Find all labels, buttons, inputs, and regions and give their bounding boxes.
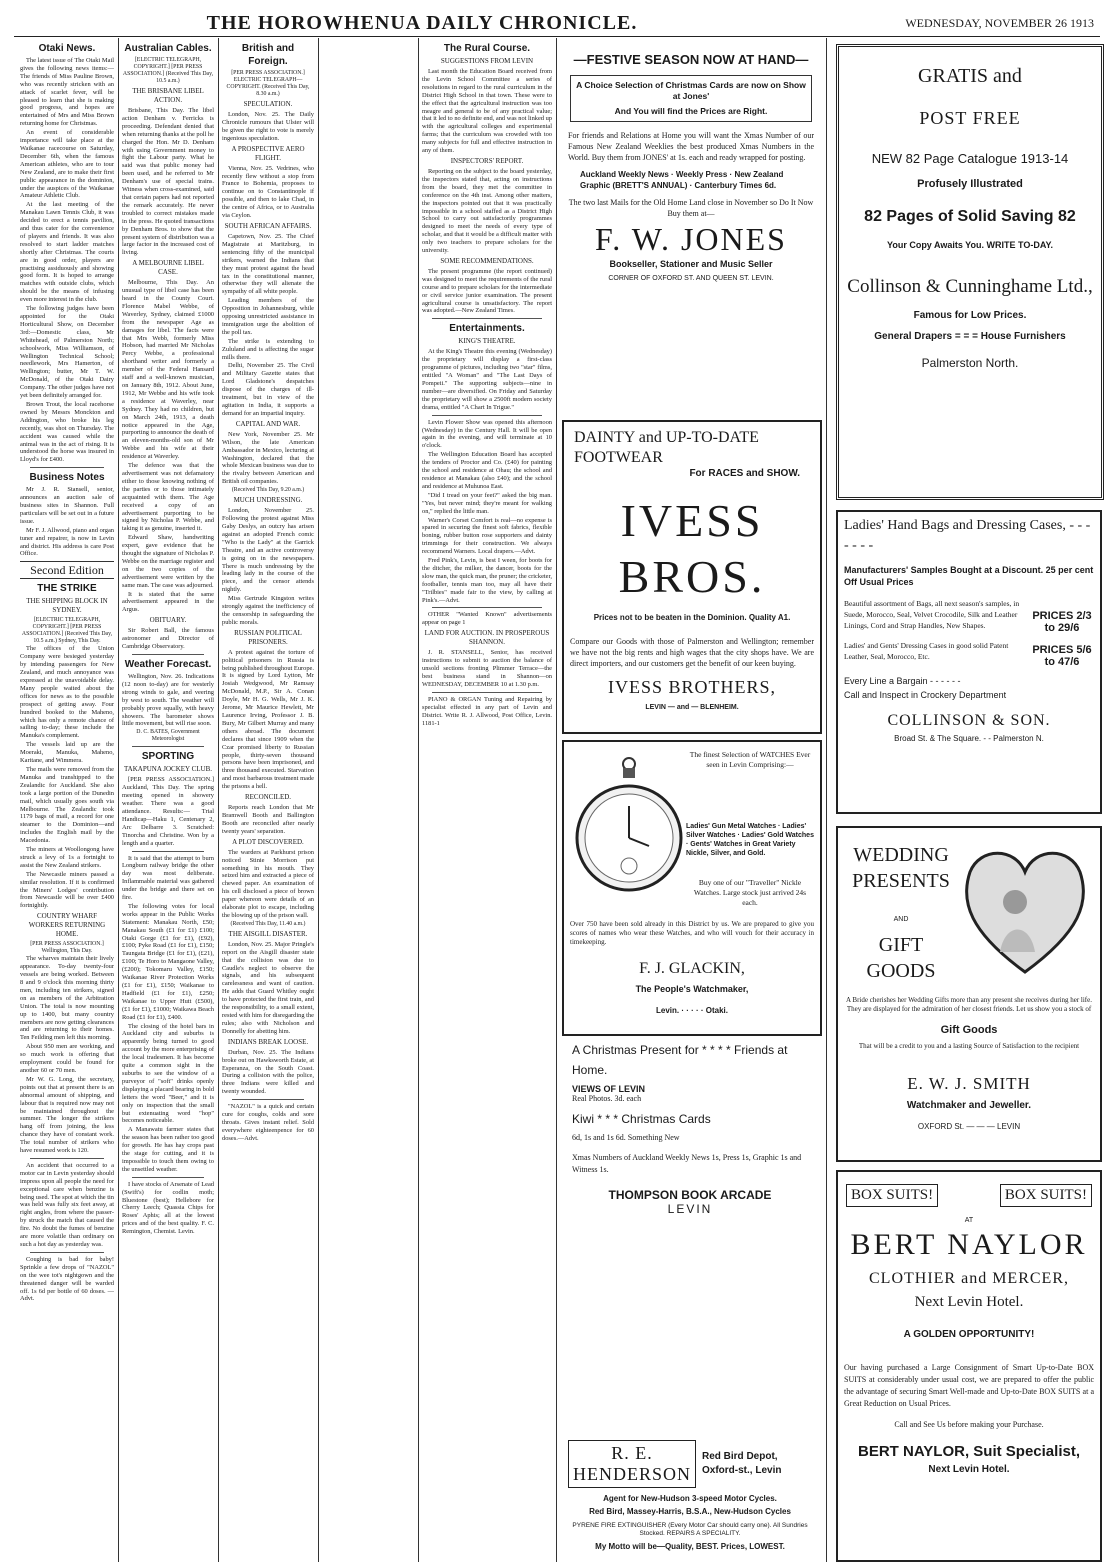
advert-line: Prices not to be beaten in the Dominion. Quality A1. bbox=[593, 613, 791, 622]
column-divider bbox=[418, 38, 419, 1562]
article-paragraph: [PER PRESS ASSOCIATION.] Auckland, This Day. The spring meeting opened in showery weather. There was a good attendance. Results:— Trial Handicap—Haku 1, Centenary 2, Arc Delbarre 3. Scratched: Tinorcha and Christine. Won by a length and a quarter. bbox=[122, 776, 214, 847]
dateline: [ELECTRIC TELEGRAPH, COPYRIGHT.] [PER PRESS ASSOCIATION.] (Received This Day, 10.5 a.m.) Sydney, This Day. bbox=[21, 617, 113, 645]
advert-line: Next Levin Hotel. bbox=[914, 1294, 1024, 1310]
thompson-advert bbox=[562, 1040, 818, 1280]
article-paragraph: Brown Trout, the local racehorse owned by Messrs Monckton and Addington, who broke his leg recently, was shot on Thursday. The accident was caused while the animal was in the act of rising. It is understood the horse was insured in Lloyd's for £400. bbox=[20, 400, 114, 464]
article-paragraph: The latest issue of The Otaki Mail gives the following news items:— The friends of Miss Pauline Brown, who was recently stricken with an attack of scarlet fever, will be pleased to learn that she is making good progress, and hopes are entertained of Mrs and Miss Brown returning home for Christmas. bbox=[20, 57, 114, 128]
advert-text: I have stocks of Arsenate of Lead (Swift's) for codlin moth; Bluestone (best); Hellebore for Cherry Leech; Quassia Chips for Roses' Aphis; all at the lowest prices and of the best quality. F. C. Remington, Chemist. Levin. bbox=[122, 1180, 214, 1236]
advert-line: The finest Selection of WATCHES Ever seen in Levin Comprising:— bbox=[689, 750, 811, 769]
subheading: COUNTRY WHARF WORKERS RETURNING HOME. bbox=[28, 912, 106, 939]
subheading: INSPECTORS' REPORT. bbox=[450, 156, 524, 165]
advert-list: Ladies' Gun Metal Watches · Ladies' Silver Watches · Ladies' Gold Watches · Gents' Watches in Great Variety Nickle, Silver, and Gold. bbox=[686, 823, 814, 857]
article-paragraph: At the King's Theatre this evening (Wednesday) the proprietary will display a first-class programme of pictures, including two "star" films, entitled "A Woman" and "The Last Days of Pompeii." The supporting subjects—nine in number—are diversified. On Friday and Saturday the proprietary will show a 2500ft modern society drama, entitled "A Chart In Trigue." bbox=[422, 348, 552, 411]
advert-line: VIEWS OF LEVIN bbox=[572, 1084, 646, 1094]
naylor-advert bbox=[836, 1170, 1102, 1562]
notice-text: J. R. STANSELL, Senior, has received instructions to submit to auction the balance of unsold sections fronting Plimmer Terrace—the best business stand in Shannon—on WEDNESDAY, DECEMBER 10 at 1.30 p.m. bbox=[422, 649, 552, 688]
advert-line: And You will find the Prices are Right. bbox=[614, 106, 768, 116]
advert-line: 82 Pages of Solid Saving 82 bbox=[864, 208, 1076, 225]
article-paragraph: The vessels laid up are the Moeraki, Manuka, Maheno, Karitane, and Wimmera. bbox=[20, 741, 114, 765]
advert-line: General Drapers = = = House Furnishers bbox=[874, 331, 1066, 342]
advert-text: "NAZOL" is a quick and certain cure for coughs, colds and sore throats. Gives instant relief. Sold everywhere eighteenpence for 60 doses.—Advt. bbox=[222, 1103, 314, 1142]
advert-headline: A Christmas Present for * * * * Friends at Home. bbox=[572, 1043, 788, 1077]
dateline: [PER PRESS ASSOCIATION.] ELECTRIC TELEGRAPH—COPYRIGHT. (Received This Day, 8.30 a.m.) bbox=[226, 70, 310, 97]
article-paragraph: A Manawatu farmer states that the season has been rather too good for growth. He has hay crops past the stage for cutting, and it is impossible to touch them owing to the unsettled weather. bbox=[122, 1126, 214, 1173]
column-otaki-news bbox=[20, 40, 114, 1560]
advert-name: THOMPSON BOOK ARCADE bbox=[608, 1188, 772, 1202]
notice-text: PIANO & ORGAN Tuning and Repairing by specialist effected in any part of Levin and District. Write R. J. Allwood, Post Office, Levin. 1181-1 bbox=[422, 695, 552, 727]
divider bbox=[30, 1158, 104, 1159]
subheading: THE BRISBANE LIBEL ACTION. bbox=[132, 87, 204, 104]
advert-banner: —FESTIVE SEASON NOW AT HAND— bbox=[573, 52, 809, 67]
article-paragraph: The mails were removed from the Manuka and transhipped to the Zealandic for Auckland. She also took a large portion of the Dunedin mail, which usually goes south via Melbourne. The Zealandic took 1179 bags of mail, a record for one steamer to the Dominion—and includes the English mail by the Macedonia. bbox=[20, 765, 114, 845]
article-paragraph: New York, November 25. Mr Wilson, the late American Ambassador in Mexico, lecturing at Washington, declared that the whole Mexican business was due to the rivalry between American and British oil companies. bbox=[222, 430, 314, 486]
article-paragraph: The miners at Woollongong have struck a levy of 1s a fortnight to assist the New Zealand strikers. bbox=[20, 846, 114, 869]
column-british-foreign bbox=[222, 40, 314, 1560]
article-paragraph: "Did I tread on your feet?" asked the big man. "Yes, but never mind; they're meant for walking on," replied the little man. bbox=[422, 491, 552, 515]
advert-headline: Kiwi * * * Christmas Cards bbox=[572, 1112, 711, 1126]
article-paragraph: London, November 25. Following the protest against Miss Gaby Deslys, an outcry has arisen against an adopted French comic "Who is the Lady" at the Garrick Theatre, and an active controversy is going on in the newspapers. There is much undressing by the leading lady in the course of the piece, and the censor attends nightly. bbox=[222, 507, 314, 594]
advert-line: Every Line a Bargain - - - - - - bbox=[844, 676, 961, 686]
divider bbox=[432, 415, 542, 416]
advert-line: OXFORD St. — — — LEVIN bbox=[917, 1122, 1021, 1131]
divider bbox=[132, 654, 204, 655]
advert-name: BERT NAYLOR, Suit Specialist, bbox=[858, 1443, 1080, 1460]
heading: Business Notes bbox=[29, 472, 105, 484]
column-divider bbox=[218, 38, 219, 1562]
advert-row bbox=[838, 634, 1100, 668]
article-paragraph: Reports reach London that Mr Bramwell Booth and Ballington Booth are reconciled after nearly twenty years' separation. bbox=[222, 804, 314, 835]
article-paragraph: Mr W. G. Long, the secretary, points out that at present there is an abnormal amount of shipping, and labour that is required now may not be maintained throughout the summer. The longer the strikers hang off from joining, the less chance they have of constant work. The total number of strikers who have resumed work is 120. bbox=[20, 1075, 114, 1155]
advert-line: Manufacturers' Samples Bought at a Discount. 25 per cent Off Usual Prices bbox=[844, 565, 1094, 587]
advert-headline: WEDDING PRESENTS bbox=[852, 844, 950, 892]
advert-name: R. E. HENDERSON bbox=[568, 1440, 696, 1488]
article-paragraph: The Wellington Education Board has accepted the tenders of Proctor and Co. (£40) for painting the school and residence at Ohau; the school and residence at Manakau (also £40); and the school and residence at Muhunoa East. bbox=[422, 451, 552, 490]
advert-headline: POST FREE bbox=[919, 108, 1021, 128]
article-paragraph: An event of considerable importance will take place at the Waikanae racecourse on Saturday, December 6th, when the famous American athletes, who are to tour New Zealand, are to make their first public appearance in the dominion, under the auspices of the Waikanae Amateur Athletic Club. bbox=[20, 129, 114, 200]
article-paragraph: Melbourne, This Day. An unusual type of libel case has been heard in the County Court. Florence Mabel Webbe, of Waverley, Sydney, claimed £1000 from the newspaper Age as damages for libel. The facts were that Mrs Webb, formerly Miss Hobson, had married Mr Nicholas Percy Webbe, a professional shorthand writer and formerly a member of the Federal Hansard staff and a well-known musician, on January 8th, 1912. About June, 1912, Mr Webbe and his wife took a residence at Waverley, near Sydney. They had no children, but on March 24th, 1913, a death notice appeared in the Age, purporting to announce the death of an eleven-months-old son of Mr Webbe and his wife at their residence at Waverley. bbox=[122, 279, 214, 461]
advert-line: Call and See Us before making your Purchase. bbox=[894, 1420, 1044, 1429]
article-paragraph: The Newcastle miners passed a similar resolution. If it is confirmed the Miners' Lodges' contribution from Newcastle will be over £400 fortnightly. bbox=[20, 870, 114, 910]
collinson-cunninghame-advert bbox=[836, 44, 1104, 500]
advert-headline: GIFT GOODS bbox=[866, 934, 936, 982]
glackin-advert bbox=[562, 740, 822, 1036]
advert-line: Palmerston North. bbox=[921, 356, 1019, 370]
heading: Australian Cables. bbox=[124, 43, 212, 54]
advert-line: CLOTHIER and MERCER, bbox=[869, 1270, 1069, 1287]
column-rural-course bbox=[422, 40, 552, 1560]
article-paragraph: At the last meeting of the Manakau Lawn Tennis Club, it was decided to erect a tennis pavilion, and thus cater for the convenience of players and friends. It was also resolved to start ladder matches shortly after Christmas. The courts are in good order, players are practising assiduously and showing good form. It is hoped to arrange matches with outside clubs, which should be the means of infusing even more interest in the club. bbox=[20, 201, 114, 304]
advert-header bbox=[838, 1172, 1100, 1207]
advert-line: Agent for New-Hudson 3-speed Motor Cycles. bbox=[603, 1494, 777, 1503]
advert-line: Bookseller, Stationer and Music Seller bbox=[609, 259, 773, 269]
divider bbox=[432, 318, 542, 319]
advert-text: Ladies' and Gents' Dressing Cases in good solid Patent Leather, Seal, Morocco, Etc. bbox=[844, 641, 1009, 661]
advert-name: F. J. GLACKIN, bbox=[639, 960, 745, 977]
advert-line: Next Levin Hotel. bbox=[928, 1464, 1010, 1475]
advert-list: Auckland Weekly News · Weekly Press · New Zealand Graphic (BRETT'S ANNUAL) · Canterbury Times 6d. bbox=[580, 170, 784, 190]
advert-name: F. W. JONES bbox=[595, 221, 787, 257]
divider bbox=[132, 851, 204, 852]
heading: THE STRIKE bbox=[37, 583, 97, 595]
masthead-rule bbox=[14, 36, 1100, 37]
article-paragraph: It is said that the attempt to burn Longburn railway bridge the other day was most deliberate. Inflammable material was gathered under the bridge and there set on fire. bbox=[122, 854, 214, 902]
article-paragraph: The following judges have been appointed for the Otaki Horticultural Show, on December 3rd:—Domestic class, Mr Whitehead, of Palmerston North; schoolwork, Miss Williamson, of Wellington Technical School; needlework, Mrs Hamerton, of Wellington; butter, Mr T. W. McDonald, of the Otaki Dairy Company. The other judges have not yet been definitely arranged for. bbox=[20, 305, 114, 400]
advert-name: BERT NAYLOR bbox=[850, 1228, 1088, 1261]
advert-line: A GOLDEN OPPORTUNITY! bbox=[903, 1329, 1035, 1340]
article-paragraph: The offices of the Union Company were besieged yesterday by intending passengers for New Zealand, and much annoyance was expressed at the unavoidable delay. Many people waited about the offices for news as to the possible prospect of getting away. Four hundred booked to the Maheno, which has only a remote chance of sailing to-day; these include the Manuka's complement. bbox=[20, 645, 114, 740]
advert-name: E. W. J. SMITH bbox=[907, 1074, 1031, 1093]
subheading: RECONCILED. bbox=[244, 793, 292, 802]
advert-text: Our having purchased a Large Consignment of Smart Up-to-Date BOX SUITS at considerably under usual cost, we are prepared to offer the public the advantage of securing Smart Well-made and Up-to-Date BOX SUITS at a Great Reduction on Usual Prices. bbox=[844, 1363, 1094, 1408]
article-paragraph: Capetown, Nov. 25. The Chief Magistrate at Maritzburg, in sentencing fifty of the municipal strikers, warned the Indians that they must protest against the head tax in the constitutional manner, otherwise they will alienate the sympathy of all white people. bbox=[222, 232, 314, 296]
notice-text: OTHER "Wanted Known" advertisements appear on page 1 bbox=[422, 611, 552, 627]
subheading: SOUTH AFRICAN AFFAIRS. bbox=[224, 221, 312, 230]
smith-advert bbox=[836, 826, 1102, 1162]
subheading: A PLOT DISCOVERED. bbox=[232, 837, 304, 846]
subheading: SPECULATION. bbox=[243, 100, 293, 108]
advert-text: For friends and Relations at Home you will want the Xmas Number of our Famous New Zealand Weeklies the best produced Xmas Numbers in the World. Buy them from JONES' at 1s. each and ready wrapped for posting. bbox=[568, 131, 814, 162]
article-paragraph: An accident that occurred to a motor car in Levin yesterday should impress upon all people the need for exceptional care when benzine is being used. The spot at which the tin was held was fully six feet away, at right angles, from where the passer-by struck the match that caused the fire. No doubt the fumes of benzine are more volatile than ordinary on such a hot day as yesterday was. bbox=[20, 1161, 114, 1248]
advert-headline: GRATIS and bbox=[918, 65, 1022, 87]
advert-headline: DAINTY and UP-TO-DATE FOOTWEAR bbox=[574, 429, 759, 466]
advert-name: Collinson & Cunninghame Ltd., bbox=[847, 276, 1093, 297]
heading: The Rural Course. bbox=[443, 43, 531, 54]
advert-row bbox=[838, 592, 1100, 634]
section-heading: Second Edition bbox=[20, 561, 114, 579]
article-paragraph: The defence was that the advertisement was not defamatory either to those knowing nothing of the parties or to those intimately acquainted with them. The Age received a copy of an advertisement purporting to be signed by Nicholas P. Webbe, and taking it as genuine, inserted it. bbox=[122, 462, 214, 533]
divider bbox=[132, 1177, 204, 1178]
column-divider bbox=[318, 38, 319, 1562]
advert-box bbox=[570, 75, 812, 122]
advert-line: Buy one of our "Traveller" Nickle Watches. Large stock just arrived 24s each. bbox=[693, 878, 807, 907]
heading: Otaki News. bbox=[38, 43, 96, 54]
article-paragraph: The present programme (the report continued) was designed to meet the requirements of the rural course and to prepare scholars for the intermediate or civil service junior examination. The present agricultural course is unsatisfactory. The report was adopted.—New Zealand Times. bbox=[422, 267, 552, 315]
subheading: A MELBOURNE LIBEL CASE. bbox=[132, 259, 204, 277]
advert-headline: BOX SUITS! bbox=[846, 1184, 938, 1207]
heading: SPORTING bbox=[141, 751, 195, 763]
article-paragraph: Levin Flower Show was opened this afternoon (Wednesday) in the Century Hall. It will be open again in the evening, and will terminate at 10 o'clock. bbox=[422, 418, 552, 450]
article-paragraph: It is stated that the same advertisement appeared in the Argus. bbox=[122, 590, 214, 614]
advert-line: AT bbox=[964, 1217, 974, 1224]
article-paragraph: Durban, Nov. 25. The Indians broke out on Hawksworth Estate, at Esperanza, on the South Coast. During a collision with the police, three Indians were killed and twenty wounded. bbox=[222, 1048, 314, 1096]
article-paragraph: London, Nov. 25. The Daily Chronicle rumours that Ulster will be given the right to vote is merely ingenious speculation. bbox=[222, 111, 314, 142]
article-paragraph: Mr F. J. Allwood, piano and organ tuner and repairer, is now in Levin and district. His address is care Post Office. bbox=[20, 526, 114, 558]
dateline: (Received This Day, 11.40 a.m.) bbox=[230, 920, 306, 927]
divider bbox=[30, 1252, 104, 1253]
subheading: CAPITAL AND WAR. bbox=[235, 419, 301, 428]
article-paragraph: A protest against the torture of political prisoners in Russia is being published throughout Europe. It is signed by Lord Lytton, Mr Josiah Wedgwood, Mr Ramsay McDonald, M.P., Sir A. Conan Doyle, Mr H. G. Wells, Mr J. K. Jerome, Mr Maurice Hewlett, Mr Laurence Irving, Professor J. B. Bury, Mr Gilbert Murray and many others abroad. The document declares that since 1909 when the Czar promised liberty to Russian people, thirty-seven thousand persons have been imprisoned, and three thousand executed. Starvation and most barbarous treatment made the prisons a hell. bbox=[222, 648, 314, 791]
article-paragraph: Reporting on the subject to the board yesterday, the inspectors stated that, acting on instructions from the board, they met the committee in conference on the 4th inst. Among other matters, the inspectors pointed out that it was practically impossible in a school staffed as a District High School to carry out satisfactorily programmes designed to meet the needs of every type of scholar, and that it would be a difficult matter with only two teachers to prepare scholars for the university. bbox=[422, 167, 552, 255]
advert-text: That will be a credit to you and a lasting Source of Satisfaction to the recipient bbox=[858, 1042, 1080, 1050]
article-paragraph: Wellington, Nov. 26. Indications (12 noon to-day) are for westerly strong winds to gale, and veering by west to south. The weather will probably prove squally, with heavy showers. The barometer shows little movement, but will rise soon. bbox=[122, 673, 214, 728]
advert-line: CORNER OF OXFORD ST. AND QUEEN ST. LEVIN. bbox=[608, 275, 774, 282]
jones-advert bbox=[562, 44, 820, 376]
advert-line: Broad St. & The Square. - - Palmerston N. bbox=[894, 734, 1044, 743]
collinson-son-advert bbox=[836, 510, 1102, 814]
advert-line: Call and Inspect in Crockery Department bbox=[844, 690, 1007, 700]
advert-text: The two last Mails for the Old Home Land close in November so Do It Now Buy them at— bbox=[568, 198, 814, 218]
pocket-watch-icon bbox=[574, 756, 684, 906]
advert-line: LEVIN bbox=[667, 1202, 713, 1216]
subheading: RUSSIAN POLITICAL PRISONERS. bbox=[234, 628, 302, 646]
subheading: THE AISGILL DISASTER. bbox=[228, 929, 308, 938]
advert-header bbox=[568, 1440, 812, 1488]
article-paragraph: Leading members of the Opposition in Johannesburg, while opposing unrestricted assistance in immigration urge the abolition of the poll tax. bbox=[222, 297, 314, 336]
divider bbox=[432, 692, 542, 693]
advert-name: IVESS BROS. bbox=[618, 495, 766, 602]
advert-text: Over 750 have been sold already in this District by us. We are prepared to give you scores of names who wear these Watches, and who will vouch for their accuracy in timekeeping. bbox=[570, 920, 814, 946]
newspaper-title: THE HOROWHENUA DAILY CHRONICLE. bbox=[206, 12, 638, 34]
article-paragraph: Vienna, Nov. 25. Vedrines, who recently flew without a stop from France to Bohemia, proposes to continue on to Constantinople if possible, and then to lake Chad, in the centre of Africa, or to Australia via Ceylon. bbox=[222, 164, 314, 220]
article-paragraph: Sir Robert Ball, the famous astronomer and Director of Cambridge Observatory. bbox=[122, 627, 214, 651]
column-australian-cables bbox=[122, 40, 214, 1560]
article-paragraph: London, Nov. 25. Major Pringle's report on the Aisgill disaster state that the collision was due to Caudle's neglect to observe the signals, and his subsequent carelessness and want of caution. He adds that Guard Whitley ought to have protected the first train, and the responsibility, to a small extent, rested with him for disregarding the rules; also with Nicholson and Donnelly for abetting him. bbox=[222, 940, 314, 1035]
advert-line: 6d, 1s and 1s 6d. Something New bbox=[572, 1133, 680, 1142]
dateline: [PER PRESS ASSOCIATION.] Wellington, This Day. bbox=[30, 941, 104, 955]
advert-line: LEVIN — and — BLENHEIM. bbox=[645, 704, 739, 711]
dateline: [ELECTRIC TELEGRAPH, COPYRIGHT.] [PER PRESS ASSOCIATION.] (Received This Day, 10.5 a.m.) bbox=[122, 57, 214, 84]
advert-line: Famous for Low Prices. bbox=[913, 310, 1027, 321]
article-paragraph: Mr J. R. Stansell, senior, announces an auction sale of business sites in Shannon. Full particulars will be set out in a future issue. bbox=[20, 486, 114, 525]
subheading: LAND FOR AUCTION. IN PROSPEROUS SHANNON. bbox=[424, 629, 550, 647]
article-paragraph: Edward Shaw, handwriting expert, gave evidence that he thought the signature of Nicholas P. Webbe on the marriage register and on the two copies of the advertisement were written by the same man. The case was adjourned. bbox=[122, 534, 214, 589]
advert-headline: Ladies' Hand Bags and Dressing Cases, - - - - - - - bbox=[844, 518, 1091, 553]
subheading: THE SHIPPING BLOCK IN SYDNEY. bbox=[26, 597, 108, 615]
advert-text: Beautiful assortment of Bags, all next season's samples, in Suede, Morocco, Seal, Velvet Crocodile, Silk and Leather Linings, Cord and Strap Handles, New Shapes. bbox=[844, 599, 1020, 630]
subheading: TAKAPUNA JOCKEY CLUB. bbox=[123, 765, 213, 774]
signature: D. C. BATES, Government Meteorologist bbox=[136, 729, 200, 743]
masthead bbox=[0, 8, 1114, 38]
article-paragraph: The following votes for local works appear in the Public Works Statement: Manakau North, £50; Manakau South (£1 for £1) £100; Otaki Gorge (£1 for £1), (£92), £100; Pyke Road (£1 for £1), £150; Taungata Bridge (£1 for £1), (£21), £100; Te Horo to Mangaone Valley, (£200); Tokomaru Valley, £150; Waikanae River Protection Works (£1 for £1), £150; Waikanae to Hadfield (£1 for £1), £250; Waikanae to Upper Hutt (£500), (£1 for £1), £1000; Waikawa Beach Road (£1 for £1), £400. bbox=[122, 902, 214, 1021]
article-paragraph: Last month the Education Board received from the Levin School Committee a series of resolutions in regard to the rural curriculum in the District High School in that town. These were to the effect that the agricultural instruction was too meagre and general to be of any practical value; that it led to no definite end, and was not linked up with the agricultural colleges and experimental farms; that the curriculum was crowded with too many subjects for full and effective instruction in any of them. bbox=[422, 68, 552, 155]
subheading: KING'S THEATRE. bbox=[458, 337, 516, 346]
advert-text: Compare our Goods with those of Palmerston and Wellington; remember we have not the big rents and high wages that the city shops have. We are direct importers, and our customers get the benefit of our keen buying. bbox=[570, 637, 814, 668]
advert-line: AND bbox=[893, 916, 909, 923]
advert-text: Coughing is bad for baby! Sprinkle a few drops of "NAZOL" on the wee tot's nightgown and the threatened danger will be warded off. 1s 6d per bottle of 60 doses. —Advt. bbox=[20, 1255, 114, 1303]
ivess-advert bbox=[562, 420, 822, 734]
divider bbox=[30, 467, 104, 468]
heading: British and Foreign. bbox=[241, 43, 295, 67]
article-paragraph: The warders at Parkhurst prison noticed Stinie Morrison put something in his mouth. They seized him and extracted a piece of chewed paper. An examination of his cell disclosed a piece of brown paper whereon were details of an elaborate plot to escape, including the blowing up of the prison wall. bbox=[222, 848, 314, 919]
advert-text: PYRENE FIRE EXTINGUISHER (Every Motor Car should carry one). All Sundries Stocked. REPAIRS A SPECIALITY. bbox=[572, 1522, 808, 1537]
subheading: SUGGESTIONS FROM LEVIN bbox=[440, 57, 534, 65]
article-paragraph: The strike is extending to Zululand and is affecting the sugar mills there. bbox=[222, 337, 314, 361]
heading: Weather Forecast. bbox=[124, 659, 212, 670]
article-paragraph: Miss Gertrude Kingston writes strongly against the inefficiency of the censorship in safeguarding the public morals. bbox=[222, 595, 314, 626]
advert-name: COLLINSON & SON. bbox=[887, 712, 1051, 729]
advert-line: Red Bird, Massey-Harris, B.S.A., New-Hudson Cycles bbox=[589, 1507, 791, 1516]
advert-line: My Motto will be—Quality, BEST. Prices, LOWEST. bbox=[595, 1542, 785, 1551]
subheading: MUCH UNDRESSING. bbox=[233, 496, 303, 505]
advert-text: A Bride cherishes her Wedding Gifts more than any present she receives during her life. They are displayed for the admiration of her closest friends. Let us show you a stock of bbox=[846, 996, 1092, 1013]
column-divider bbox=[556, 38, 557, 1562]
divider bbox=[132, 746, 204, 747]
advert-name: IVESS BROTHERS, bbox=[607, 677, 777, 697]
article-paragraph: Delhi, November 25. The Civil and Military Gazette states that Lord Gladstone's despatches dispose of the charges of ill-treatment, but in view of the agitation in India, it supports a demand for an impartial inquiry. bbox=[222, 362, 314, 417]
issue-date: WEDNESDAY, NOVEMBER 26 1913 bbox=[905, 16, 1094, 30]
advert-line: For RACES and SHOW. bbox=[689, 468, 800, 479]
heart-icon bbox=[960, 842, 1090, 982]
henderson-advert bbox=[562, 1436, 818, 1558]
advert-line: A Choice Selection of Christmas Cards are now on Show at Jones' bbox=[576, 80, 806, 101]
advert-line: Gift Goods bbox=[940, 1024, 998, 1036]
article-paragraph: The wharves maintain their lively appearance. To-day twenty-four vessels are being worked. Between 8 and 9 o'clock this morning thirty men, including ten strikers, signed on as members of the Arbitration Union. The total is now mounting up to 1400, but many country members are now getting clearances and are returning to their homes. Ten Feilding men left this morning. bbox=[20, 955, 114, 1042]
subheading: A PROSPECTIVE AERO FLIGHT. bbox=[231, 144, 305, 162]
article-paragraph: Warner's Corset Comfort is real—no expense is spared in securing the finest soft fabrics, flexible boning, rubber button rose supporters and dainty trimmings for their construction. We always recommend Warners. Local drapers.—Advt. bbox=[422, 516, 552, 556]
column-divider bbox=[826, 38, 827, 1562]
subheading: INDIANS BREAK LOOSE. bbox=[227, 1037, 309, 1046]
advert-line: Red Bird Depot, Oxford-st., Levin bbox=[702, 1451, 782, 1476]
advert-line: NEW 82 Page Catalogue 1913-14 bbox=[871, 151, 1069, 166]
divider bbox=[432, 607, 542, 608]
advert-line: The People's Watchmaker, bbox=[635, 984, 749, 994]
article-paragraph: Brisbane, This Day. The libel action Denham v. Ferricks is proceeding. Defendant denied that when returning thanks at the poll he charged the Hon. Mr D. Denham with using Government money to fight the Labour party. What he said was that public money had been used, and he referred to Mr Denham's use of special trains. Witness when cross-examined, said that certain papers had not reported the remark accurately. He never troubled to correct mistakes made in the press. He quoted transactions by Denham Bros. to show that the present system of distribution was a large factor in the increased cost of living. bbox=[122, 107, 214, 257]
advert-line: Watchmaker and Jeweller. bbox=[906, 1100, 1032, 1111]
advert-line: Real Photos. 3d. each bbox=[572, 1094, 642, 1103]
advert-headline: BOX SUITS! bbox=[1000, 1184, 1092, 1207]
article-paragraph: About 950 men are working, and so much work is offering that employment could be found for another 60 or 70 men. bbox=[20, 1043, 114, 1074]
divider bbox=[232, 1099, 304, 1100]
advert-line: Profusely Illustrated bbox=[917, 178, 1023, 190]
advert-line: Your Copy Awaits You. WRITE TO-DAY. bbox=[886, 240, 1054, 250]
subheading: SOME RECOMMENDATIONS. bbox=[440, 256, 534, 265]
article-paragraph: The closing of the hotel bars in Auckland city and suburbs is apparently being turned to good account by the more enterprising of the local tradesmen. It has become quite a common sight in the suburbs to see the window of a purveyor of "soft" drinks openly displaying a placard bearing in bold letters the word "Beer," and it is only on inspection that the small but extenuating word "hop" becomes noticeable. bbox=[122, 1022, 214, 1125]
article-paragraph: Fred Pink's, Levin, is best I ween, for boots for the ditcher, the milker, the dancer, boots for the slow man, the quick man, the pruner; the cricketer, footballer, tennis man too, may all have their "Trilbies" made fair to the view, by calling at Pink's.—Advt. bbox=[422, 557, 552, 604]
advert-text: Xmas Numbers of Auckland Weekly News 1s, Press 1s, Graphic 1s and Witness 1s. bbox=[572, 1153, 802, 1174]
column-divider bbox=[118, 38, 119, 1562]
heading: Entertainments. bbox=[449, 323, 525, 335]
subheading: OBITUARY. bbox=[149, 616, 187, 625]
price-range: PRICES 5/6 to 47/6 bbox=[1032, 644, 1092, 668]
price-range: PRICES 2/3 to 29/6 bbox=[1032, 610, 1092, 634]
dateline: (Received This Day, 9.20 a.m.) bbox=[231, 487, 305, 494]
advert-line: Levin. · · · · · Otaki. bbox=[655, 1006, 728, 1015]
